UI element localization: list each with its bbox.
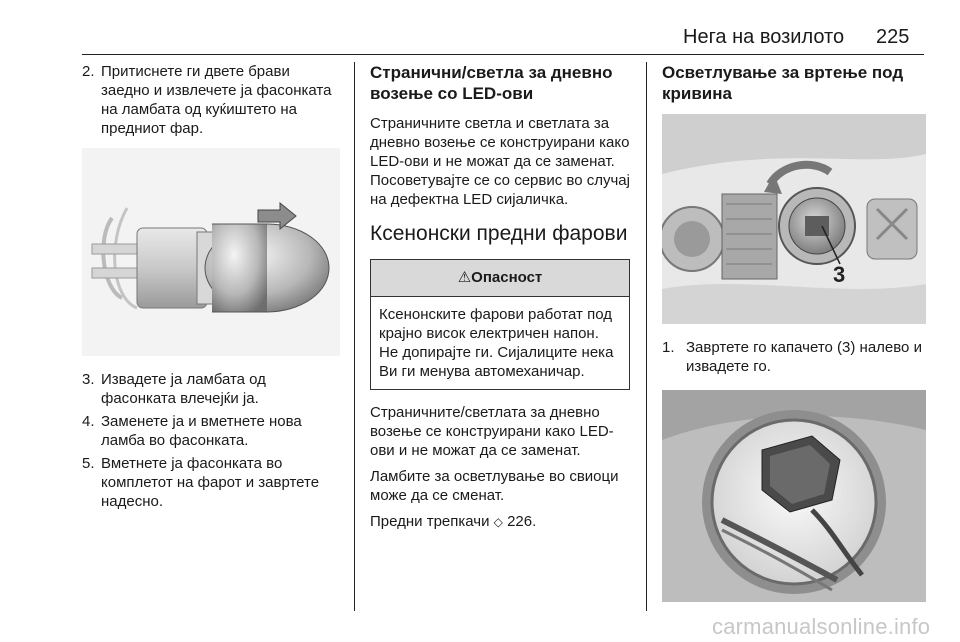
- page-number: 225: [876, 26, 910, 48]
- section-heading-xenon: Ксенонски предни фарови: [370, 222, 628, 245]
- warning-header: [371, 260, 629, 297]
- section-heading-cornering: Осветлување за вртење под кривина: [662, 63, 904, 103]
- bulb-removal-figure: [82, 148, 340, 356]
- step-1: [662, 338, 940, 376]
- column-3: [662, 62, 940, 602]
- step-text: Притиснете ги двете брави заедно и извлечете ја фасонката на ламбата од куќиштето на предниот фар.: [101, 63, 332, 137]
- step-number: 3.: [82, 371, 95, 388]
- step-text: Завртете го капачето (3) налево и извадете го.: [686, 339, 922, 375]
- reference-page-link[interactable]: 226.: [507, 513, 537, 530]
- xenon-connector-figure: [662, 390, 926, 602]
- headlight-cap-figure: [662, 114, 926, 324]
- step-text: Заменете ја и вметнете нова ламба во фасонката.: [101, 413, 302, 449]
- step-text: Вметнете ја фасонката во комплетот на фарот и завртете надесно.: [101, 455, 320, 510]
- watermark: carmanualsonline.info: [712, 614, 931, 639]
- column-divider-2: [646, 62, 647, 611]
- drl-paragraph: Страничните/светлата за дневно возење се конструирани како LED-ови и не можат да се заменат.: [370, 404, 614, 459]
- page-reference-arrow-icon: ◇: [493, 515, 503, 529]
- column-divider-1: [354, 62, 355, 611]
- reference-text: Предни трепкачи: [370, 513, 490, 530]
- step-number: 1.: [662, 339, 675, 356]
- warning-triangle-icon: ⚠: [457, 269, 472, 286]
- warning-title: Опасност: [471, 269, 543, 286]
- step-number: 4.: [82, 413, 95, 430]
- connector-illustration: [662, 390, 926, 602]
- headlight-assembly-illustration: [662, 114, 926, 324]
- bulb-illustration: [82, 148, 340, 356]
- step-4: [82, 412, 342, 450]
- column-2: [370, 62, 632, 532]
- step-number: 5.: [82, 455, 95, 472]
- cornering-lamps-paragraph: Ламбите за осветлување во свиоци може да се сменат.: [370, 468, 619, 504]
- page-header-title: Нега на возилото: [683, 26, 845, 48]
- step-5: [82, 454, 342, 511]
- step-3: [82, 370, 342, 408]
- led-paragraph: Страничните светла и светлата за дневно возење се конструирани како LED-ови и не можат да се заменат. Посоветувајте се со сервис во случај на дефектна LED сијаличка.: [370, 115, 630, 208]
- section-heading-led: Странични/светла за дневно возење со LED-ови: [370, 63, 613, 103]
- warning-text: Ксенонските фарови работат под крајно висок електричен напон. Не допирајте ги. Сијалиците нека Ви ги менува автомеханичар.: [379, 306, 614, 380]
- front-indicators-reference: [370, 512, 632, 532]
- step-number: 2.: [82, 63, 95, 80]
- step-text: Извадете ја ламбата од фасонката влечејќи ја.: [101, 371, 266, 407]
- callout-label-3: 3: [833, 262, 846, 287]
- header-divider: [82, 54, 924, 55]
- step-2: [82, 62, 342, 138]
- danger-warning-box: [370, 259, 630, 390]
- column-1: [82, 62, 342, 511]
